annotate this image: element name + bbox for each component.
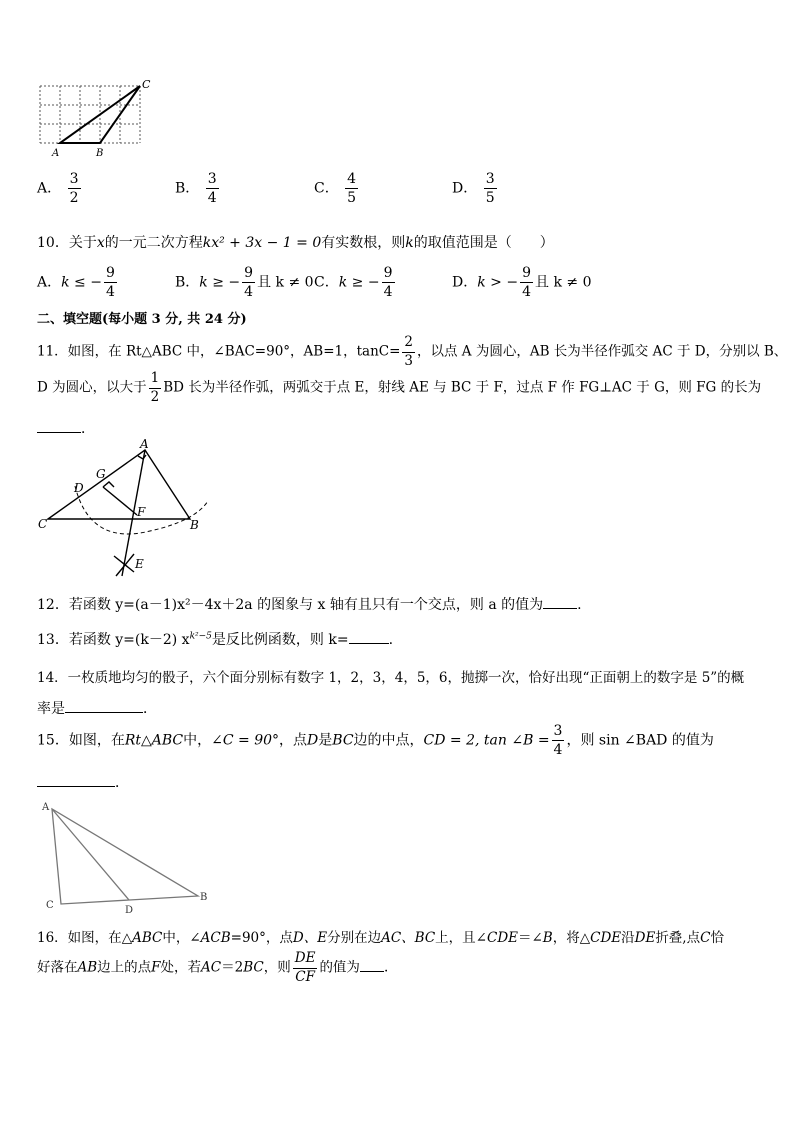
q9-label-c: C	[142, 78, 151, 91]
q15-label-a: A	[42, 802, 50, 813]
q11-label-e: E	[135, 557, 144, 571]
q10-option-d[interactable]: D．k > − $\frac{9}{4}$ 且 k ≠ 0	[452, 265, 592, 300]
q11-line2: D 为圆心，以大于 $\frac{1}{2}$ BD 长为半径作弧，两弧交于点 E，射线 AE 与 BC 于 F，过点 F 作 FG⊥AC 于 G，则 FG 的长为	[37, 370, 762, 405]
q11-figure	[30, 436, 220, 586]
q11-label-b: B	[190, 518, 199, 532]
q15-answer-blank[interactable]	[37, 774, 115, 787]
q15-label-d: D	[125, 905, 134, 916]
q9-label-a: A	[52, 148, 60, 159]
q13: 13．若函数 y=(k－2) $x^{k^2-5}$是反比例函数，则 k= .	[37, 631, 394, 648]
q16-line2: 好落在AB边上的点F处，若AC＝2BC，则 $\frac{DE}{CF}$ 的值为 .	[37, 950, 389, 985]
q9-option-b[interactable]: B． $\frac{3}{4}$	[175, 171, 217, 206]
q11-label-d: D	[74, 481, 84, 495]
q15-label-c: C	[46, 900, 54, 911]
q14-line1: 14．一枚质地均匀的骰子，六个面分别标有数字 1，2，3，4，5，6，抛掷一次，恰好出现“正面朝上的数字是 5”的概	[37, 670, 745, 686]
q11-label-a: A	[140, 437, 149, 451]
q16-answer-blank[interactable]	[360, 959, 384, 972]
q9-label-b: B	[96, 148, 104, 159]
q11-label-g: G	[96, 467, 106, 481]
q10-option-c[interactable]: C．k ≥ − $\frac{9}{4}$	[314, 265, 393, 300]
q11-line3: ．	[37, 418, 95, 438]
q12: 12．若函数 y=(a－1)x²－4x＋2a 的图象与 x 轴有且只有一个交点，则 a 的值为 .	[37, 597, 582, 613]
q12-answer-blank[interactable]	[543, 596, 577, 609]
q15-figure	[36, 796, 220, 916]
q10-option-b[interactable]: B．k ≥ − $\frac{9}{4}$ 且 k ≠ 0	[175, 265, 314, 300]
q9-option-d[interactable]: D． $\frac{3}{5}$	[452, 171, 495, 206]
q9-option-a[interactable]: A． $\frac{3}{2}$	[37, 171, 79, 206]
q15-line2: ．	[37, 772, 129, 792]
section-heading: 二、填空题(每小题 3 分, 共 24 分)	[37, 312, 247, 327]
q11-answer-blank[interactable]	[37, 418, 81, 433]
q14-line2: 率是 ．	[37, 701, 157, 717]
q10-option-a[interactable]: A．k ≤ − $\frac{9}{4}$	[37, 265, 115, 300]
q10-stem: 10．关于x的一元二次方程kx² + 3x − 1 = 0有实数根，则k的取值范围是（ ）	[37, 235, 554, 251]
q11-label-f: F	[137, 505, 146, 519]
q14-answer-blank[interactable]	[65, 700, 143, 713]
q9-option-c[interactable]: C． $\frac{4}{5}$	[314, 171, 357, 206]
q15-label-b: B	[200, 892, 208, 903]
q13-answer-blank[interactable]	[349, 631, 389, 644]
q11-line1: 11．如图，在 Rt△ABC 中，∠BAC=90°，AB=1，tanC= $\frac{2}{3}$ ，以点 A 为圆心，AB 长为半径作弧交 AC 于 D，分别以 B、	[37, 334, 788, 369]
q15-line1: 15．如图，在Rt△ABC中，∠C = 90°，点D是BC边的中点，CD = 2, tan ∠B = $\frac{3}{4}$ ，则 sin ∠BAD 的值为	[37, 723, 714, 758]
q11-label-c: C	[38, 517, 48, 531]
q9-grid-figure	[30, 76, 160, 160]
q16-line1: 16．如图，在△ABC中，∠ACB=90°，点D、E分别在边AC、BC上，且∠CDE＝∠B，将△CDE沿DE折叠,点C恰	[37, 930, 724, 946]
